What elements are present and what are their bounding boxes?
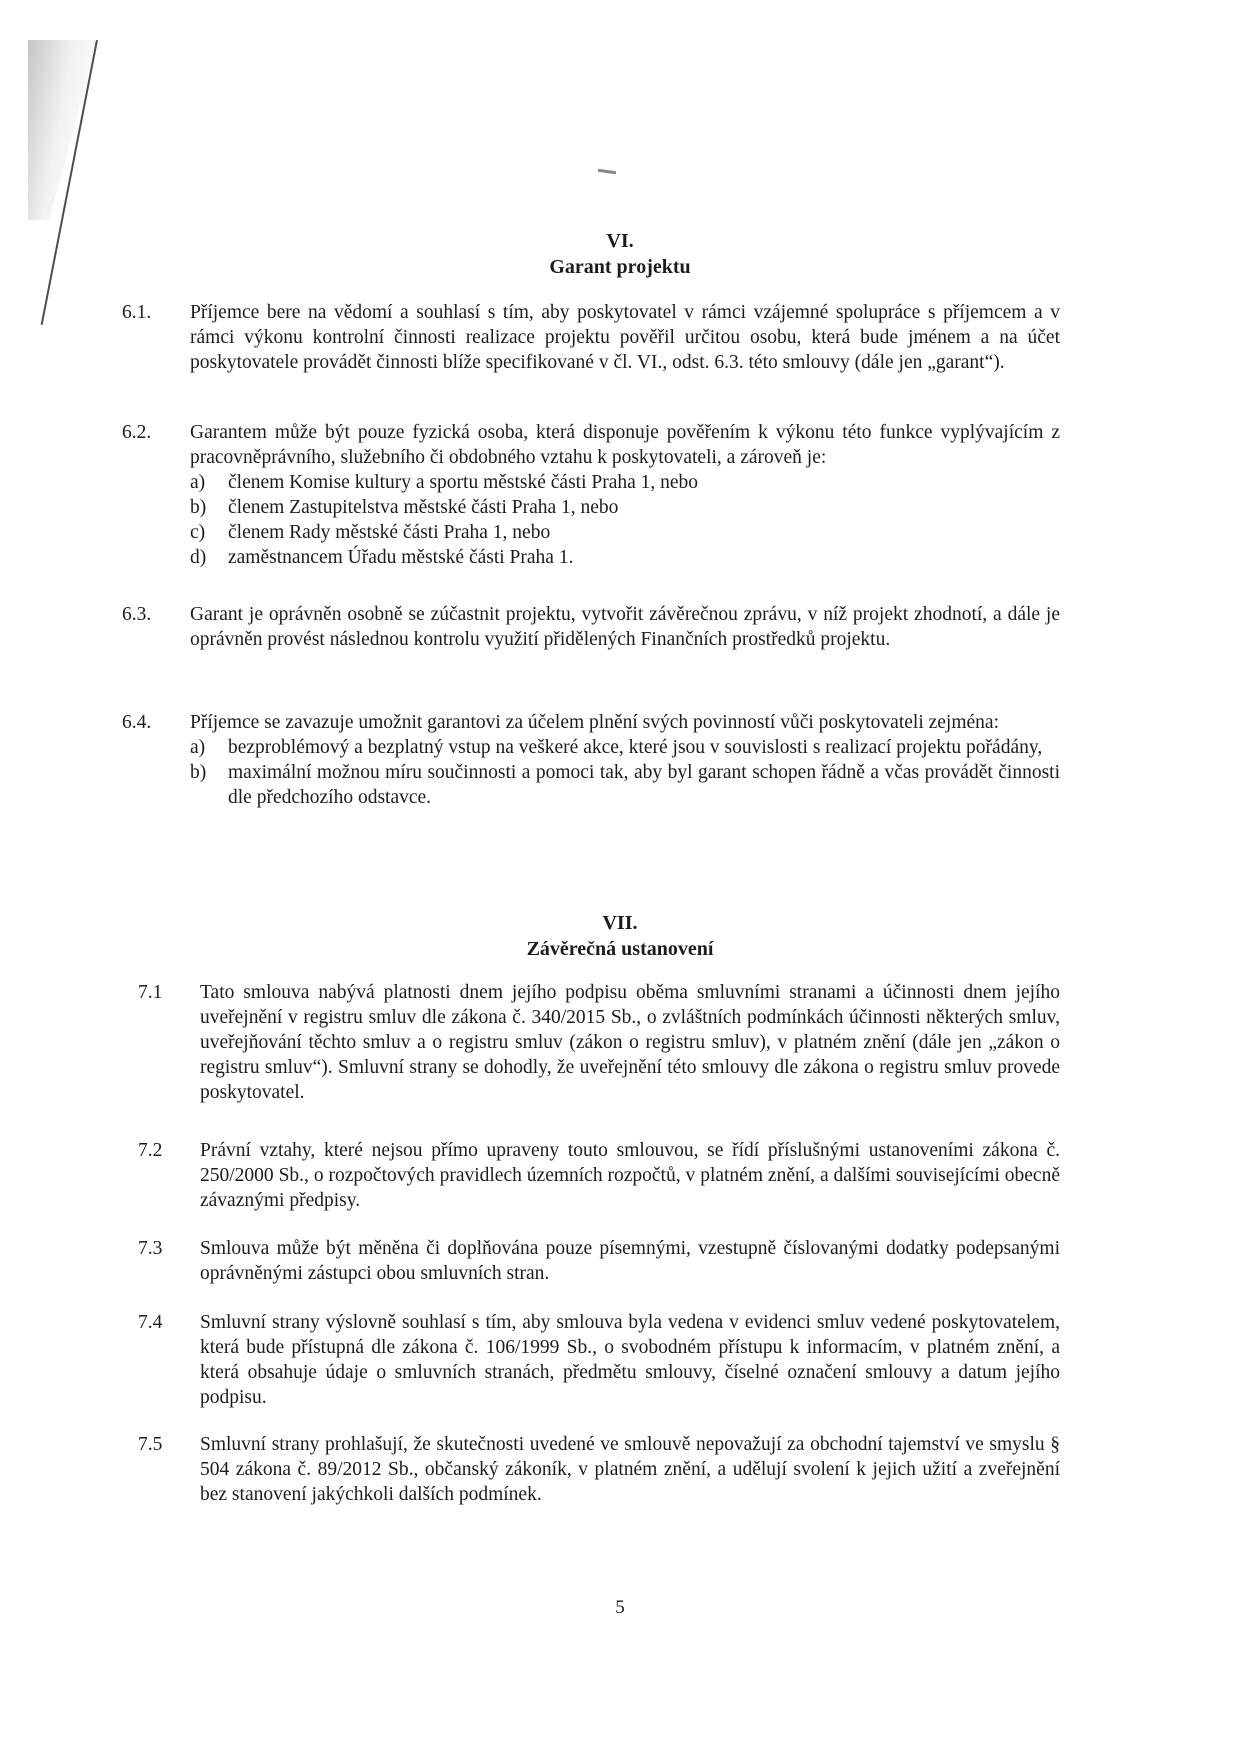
scan-shadow <box>28 40 98 220</box>
list-item <box>190 520 1060 545</box>
paragraph-text: Příjemce se zavazuje umožnit garantovi za účelem plnění svých povinností vůči poskytovateli zejména: <box>190 712 999 733</box>
list-item <box>190 495 1060 520</box>
list-text: členem Zastupitelstva městské části Praha 1, nebo <box>228 497 619 518</box>
list-text: maximální možnou míru součinnosti a pomoci tak, aby byl garant schopen řádně a včas provádět činnosti dle předchozího odstavce. <box>228 762 1060 808</box>
paragraph-6-2 <box>122 420 1060 570</box>
paragraph-text: Právní vztahy, které nejsou přímo upraveny touto smlouvou, se řídí příslušnými ustanoveními zákona č. 250/2000 Sb., o rozpočtových pravidlech územních rozpočtů, v platném znění, a dalšími souvisejícími obecně závaznými předpisy. <box>200 1140 1060 1211</box>
paragraph-7-4 <box>138 1310 1060 1410</box>
paragraph-text: Příjemce bere na vědomí a souhlasí s tím, aby poskytovatel v rámci vzájemné spolupráce s příjemcem a v rámci výkonu kontrolní činnosti realizace projektu pověřil určitou osobu, která bude jménem a na účet poskytovatele provádět činnosti blíže specifikované v čl. VI., odst. 6.3. této smlouvy (dále jen „garant“). <box>190 302 1060 373</box>
list-label: b) <box>190 497 207 518</box>
paragraph-number: 6.1. <box>122 302 152 323</box>
section-7-title: Závěrečná ustanovení <box>526 938 714 960</box>
paragraph-7-1 <box>138 980 1060 1105</box>
list-text: bezproblémový a bezplatný vstup na veškeré akce, které jsou v souvislosti s realizací projektu pořádány, <box>228 737 1043 758</box>
paragraph-7-3 <box>138 1236 1060 1286</box>
list-text: členem Komise kultury a sportu městské části Praha 1, nebo <box>228 472 699 493</box>
list-text: zaměstnancem Úřadu městské části Praha 1. <box>228 547 574 568</box>
paragraph-number: 7.1 <box>138 982 163 1003</box>
paragraph-number: 6.4. <box>122 712 152 733</box>
paragraph-number: 7.2 <box>138 1140 163 1161</box>
paragraph-text: Garant je oprávněn osobně se zúčastnit projektu, vytvořit závěrečnou zprávu, v níž projekt zhodnotí, a dále je oprávněn provést následnou kontrolu využití přidělených Finančních prostředků projektu. <box>190 604 1060 650</box>
paragraph-number: 6.3. <box>122 604 152 625</box>
section-6-title: Garant projektu <box>549 256 691 278</box>
list-item <box>190 470 1060 495</box>
list-label: d) <box>190 547 207 568</box>
page-number: 5 <box>615 1597 625 1618</box>
section-7-number: VII. <box>602 912 638 934</box>
paragraph-number: 7.5 <box>138 1434 163 1455</box>
list-label: a) <box>190 472 206 493</box>
paragraph-6-1 <box>122 300 1060 375</box>
paragraph-6-4 <box>122 710 1060 810</box>
section-6-number: VI. <box>606 230 634 252</box>
list-text: členem Rady městské části Praha 1, nebo <box>228 522 551 543</box>
paragraph-7-5 <box>138 1432 1060 1507</box>
list-label: c) <box>190 522 206 543</box>
paragraph-text: Smlouva může být měněna či doplňována pouze písemnými, vzestupně číslovanými dodatky podepsanými oprávněnými zástupci obou smluvních stran. <box>200 1238 1060 1284</box>
paragraph-text: Smluvní strany prohlašují, že skutečnosti uvedené ve smlouvě nepovažují za obchodní tajemství ve smyslu § 504 zákona č. 89/2012 Sb., občanský zákoník, v platném znění, a udělují svolení k jejich užití a zveřejnění bez stanovení jakýchkoli dalších podmínek. <box>200 1434 1060 1505</box>
paragraph-7-2 <box>138 1138 1060 1213</box>
paragraph-number: 7.3 <box>138 1238 163 1259</box>
paragraph-number: 7.4 <box>138 1312 163 1333</box>
list-item <box>190 545 1060 570</box>
paragraph-text: Garantem může být pouze fyzická osoba, která disponuje pověřením k výkonu této funkce vyplývajícím z pracovněprávního, služebního či obdobného vztahu k poskytovateli, a zároveň je: <box>190 422 1060 468</box>
list-item <box>190 760 1060 810</box>
list-label: a) <box>190 737 206 758</box>
paragraph-6-3 <box>122 602 1060 652</box>
list-item <box>190 735 1060 760</box>
list-label: b) <box>190 762 207 783</box>
paragraph-text: Tato smlouva nabývá platnosti dnem jejího podpisu oběma smluvními stranami a účinnosti dnem jejího uveřejnění v registru smluv dle zákona č. 340/2015 Sb., o zvláštních podmínkách účinnosti některých smluv, uveřejňování těchto smluv a o registru smluv (zákon o registru smluv), v platném znění (dále jen „zákon o registru smluv“). Smluvní strany se dohodly, že uveřejnění této smlouvy dle zákona o registru smluv provede poskytovatel. <box>200 982 1060 1103</box>
paragraph-text: Smluvní strany výslovně souhlasí s tím, aby smlouva byla vedena v evidenci smluv vedené poskytovatelem, která bude přístupná dle zákona č. 106/1999 Sb., o svobodném přístupu k informacím, v platném znění, a která obsahuje údaje o smluvních stranách, předmětu smlouvy, číselné označení smlouvy a datum jejího podpisu. <box>200 1312 1060 1408</box>
paragraph-number: 6.2. <box>122 422 152 443</box>
scan-speck <box>598 169 616 174</box>
